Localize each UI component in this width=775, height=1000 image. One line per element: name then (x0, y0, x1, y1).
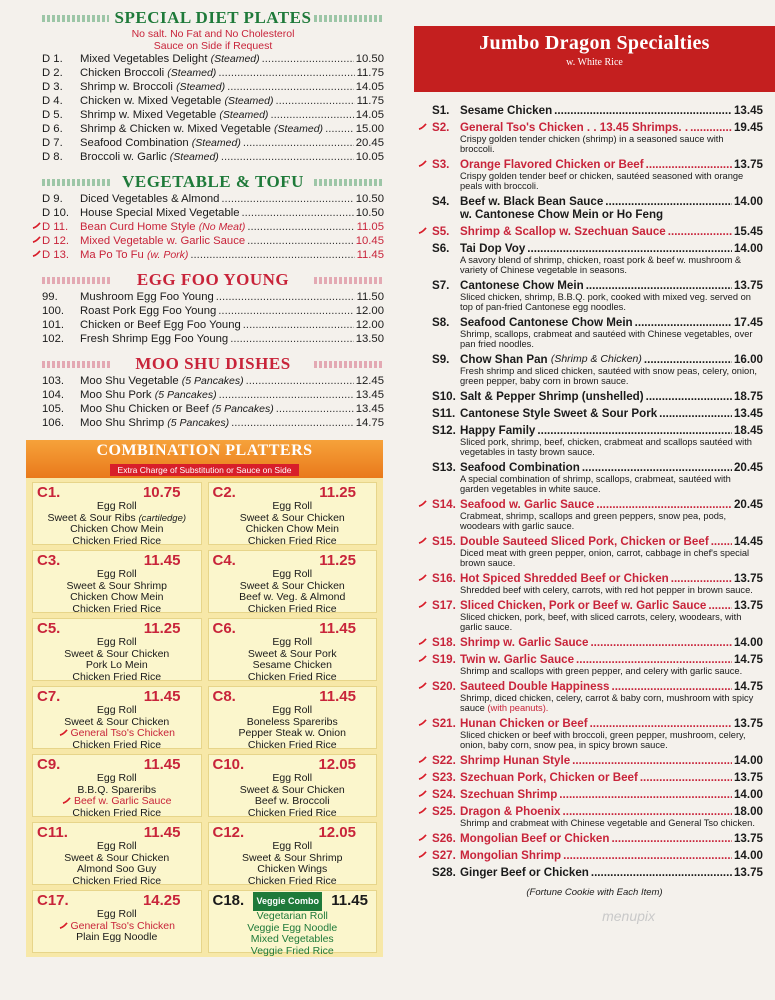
special-diet-note-2: Sauce on Side if Request (153, 40, 273, 52)
specialty-item[interactable]: S6. Tai Dop Voy ..... 14.00 A savory blend of shrimp, chicken, roast pork & beef w. mushroom & variety of Chinese vegetable in seasons. (432, 242, 763, 275)
veg-tofu-list (42, 192, 384, 262)
combo-box[interactable]: C8. 11.45 Egg Roll Boneless Spareribs Pepper Steak w. Onion Chicken Fried Rice (208, 686, 378, 749)
combo-box[interactable]: C3. 11.45 Egg Roll Sweet & Sour Shrimp Chicken Chow Mein Chicken Fried Rice (32, 550, 202, 613)
menu-item[interactable]: D 6. Shrimp & Chicken w. Mixed Vegetable (Steamed) ..... 15.00 (42, 122, 384, 136)
hot-pepper-icon (418, 655, 427, 662)
hot-pepper-icon (418, 719, 427, 726)
menu-item[interactable]: D 9. Diced Vegetables & Almond ..... 10.50 (42, 192, 384, 206)
hot-pepper-icon (32, 236, 41, 243)
hot-pepper-icon (418, 834, 427, 841)
hot-pepper-icon (62, 797, 71, 804)
veg-tofu-title: VEGETABLE & TOFU (42, 172, 384, 192)
veggie-combo-tag: Veggie Combo (253, 892, 322, 911)
hot-pepper-icon (418, 773, 427, 780)
hot-pepper-icon (418, 537, 427, 544)
menu-item[interactable]: D 1. Mixed Vegetables Delight (Steamed) ..... 10.50 (42, 52, 384, 66)
combo-box[interactable]: C11. 11.45 Egg Roll Sweet & Sour Chicken Almond Soo Guy Chicken Fried Rice (32, 822, 202, 885)
specialty-item[interactable]: S26. Mongolian Beef or Chicken ..... 13.75 (432, 832, 763, 845)
specialties-header (414, 26, 775, 92)
menu-item[interactable]: D 10. House Special Mixed Vegetable ..... 10.50 (42, 206, 384, 220)
menu-item[interactable]: 100. Roast Pork Egg Foo Young ..... 12.00 (42, 304, 384, 318)
combo-box-c18[interactable]: C18. Veggie Combo 11.45 Vegetarian Roll Veggie Egg Noodle Mixed Vegetables Veggie Fried Rice (208, 890, 378, 953)
combo-box-c17[interactable]: C17. 14.25 Egg Roll General Tso's Chicken Plain Egg Noodle (32, 890, 202, 953)
specialty-item[interactable]: S14. Seafood w. Garlic Sauce ..... 20.45 Crabmeat, shrimp, scallops and green peppers, snow pea, pods, woodears with garlic sauce. (432, 498, 763, 531)
combo-box[interactable]: C10. 12.05 Egg Roll Sweet & Sour Chicken Beef w. Broccoli Chicken Fried Rice (208, 754, 378, 817)
specialty-item[interactable]: S16. Hot Spiced Shredded Beef or Chicken ..... 13.75 Shredded beef with celery, carrots, with red hot pepper in brown sauce. (432, 572, 763, 595)
specialty-item[interactable]: S7. Cantonese Chow Mein ..... 13.75 Sliced chicken, shrimp, B.B.Q. pork, cooked with mixed veg. served on top of pan-fried Cantonese egg noodles. (432, 279, 763, 312)
combo-box[interactable]: C1. 10.75 Egg Roll Sweet & Sour Ribs (cartiledge) Chicken Chow Mein Chicken Fried Rice (32, 482, 202, 545)
special-diet-note-1: No salt. No Fat and No Cholesterol (131, 28, 295, 40)
menu-item-spicy[interactable]: D 13. Ma Po To Fu (w. Pork) ..... 11.45 (42, 248, 384, 262)
specialty-item[interactable]: S23. Szechuan Pork, Chicken or Beef ..... 13.75 (432, 771, 763, 784)
specialties-subtitle: w. White Rice (566, 57, 623, 68)
menu-item[interactable]: 99. Mushroom Egg Foo Young ..... 11.50 (42, 290, 384, 304)
specialties-list (414, 92, 775, 879)
specialty-item[interactable]: S25. Dragon & Phoenix ..... 18.00 Shrimp and crabmeat with Chinese vegetable and General Tso chicken. (432, 805, 763, 828)
menu-item[interactable]: 103. Moo Shu Vegetable (5 Pancakes) ..... 12.45 (42, 374, 384, 388)
specialty-item[interactable]: S17. Sliced Chicken, Pork or Beef w. Garlic Sauce ..... 13.75 Sliced chicken, pork, beef, with sliced carrots, celery, woodears, with garlic sauce. (432, 599, 763, 632)
hot-pepper-icon (418, 756, 427, 763)
hot-pepper-icon (418, 574, 427, 581)
menu-item[interactable]: 104. Moo Shu Pork (5 Pancakes) ..... 13.45 (42, 388, 384, 402)
menu-item[interactable]: D 8. Broccoli w. Garlic (Steamed) ..... 10.05 (42, 150, 384, 164)
hot-pepper-icon (418, 807, 427, 814)
specialty-item[interactable]: S4. Beef w. Black Bean Sauce ..... 14.00 w. Cantonese Chow Mein or Ho Feng (432, 195, 763, 221)
moo-shu-list (42, 374, 384, 430)
menu-item[interactable]: D 3. Shrimp w. Broccoli (Steamed) ..... 14.05 (42, 80, 384, 94)
specialty-item[interactable]: S3. Orange Flavored Chicken or Beef ..... 13.75 Crispy golden tender beef or chicken, sautéed seasoned with orange peals with broccoli. (432, 158, 763, 191)
menu-item-spicy[interactable]: D 12. Mixed Vegetable w. Garlic Sauce ..... 10.45 (42, 234, 384, 248)
egg-foo-young-title: EGG FOO YOUNG (42, 270, 384, 290)
menu-item[interactable]: D 4. Chicken w. Mixed Vegetable (Steamed) ..... 11.75 (42, 94, 384, 108)
hot-pepper-icon (59, 922, 68, 929)
specialty-item[interactable]: S27. Mongolian Shrimp ..... 14.00 (432, 849, 763, 862)
menu-item[interactable]: 106. Moo Shu Shrimp (5 Pancakes) ..... 14.75 (42, 416, 384, 430)
specialty-item[interactable]: S22. Shrimp Hunan Style ..... 14.00 (432, 754, 763, 767)
specialty-item[interactable]: S19. Twin w. Garlic Sauce ..... 14.75 Shrimp and scallops with green pepper, and celery with garlic sauce. (432, 653, 763, 676)
combo-box[interactable]: C12. 12.05 Egg Roll Sweet & Sour Shrimp Chicken Wings Chicken Fried Rice (208, 822, 378, 885)
hot-pepper-icon (418, 601, 427, 608)
hot-pepper-icon (418, 682, 427, 689)
specialty-item[interactable]: S18. Shrimp w. Garlic Sauce ..... 14.00 (432, 636, 763, 649)
hot-pepper-icon (418, 123, 427, 130)
hot-pepper-icon (418, 851, 427, 858)
combo-box[interactable]: C7. 11.45 Egg Roll Sweet & Sour Chicken General Tso's Chicken Chicken Fried Rice (32, 686, 202, 749)
combination-subtitle: Extra Charge of Substitution or Sauce on Side (110, 464, 300, 476)
combo-box[interactable]: C9. 11.45 Egg Roll B.B.Q. Spareribs Beef w. Garlic Sauce Chicken Fried Rice (32, 754, 202, 817)
combo-box[interactable]: C5. 11.25 Egg Roll Sweet & Sour Chicken Pork Lo Mein Chicken Fried Rice (32, 618, 202, 681)
combination-grid (26, 478, 383, 957)
specialty-item[interactable]: S12. Happy Family ..... 18.45 Sliced pork, shrimp, beef, chicken, crabmeat and scallops sautéed with vegetables in tasty brown sauce. (432, 424, 763, 457)
hot-pepper-icon (32, 222, 41, 229)
menu-item[interactable]: 101. Chicken or Beef Egg Foo Young ..... 12.00 (42, 318, 384, 332)
special-diet-list (42, 52, 384, 164)
menu-item-spicy[interactable]: D 11. Bean Curd Home Style (No Meat) ..... 11.05 (42, 220, 384, 234)
menu-item[interactable]: D 5. Shrimp w. Mixed Vegetable (Steamed) ..... 14.05 (42, 108, 384, 122)
menu-item[interactable]: 102. Fresh Shrimp Egg Foo Young ..... 13.50 (42, 332, 384, 346)
specialty-item[interactable]: S15. Double Sauteed Sliced Pork, Chicken or Beef ..... 14.45 Diced meat with green pepper, onion, carrot, cabbage in chef's special brown sauce. (432, 535, 763, 568)
specialty-item[interactable]: S24. Szechuan Shrimp ..... 14.00 (432, 788, 763, 801)
watermark: menupix (602, 908, 655, 924)
egg-foo-young-list (42, 290, 384, 346)
hot-pepper-icon (418, 227, 427, 234)
specialty-item[interactable]: S5. Shrimp & Scallop w. Szechuan Sauce ..... 15.45 (432, 225, 763, 238)
combination-title: COMBINATION PLATTERS (96, 442, 313, 459)
right-column (414, 0, 775, 1000)
menu-item[interactable]: 105. Moo Shu Chicken or Beef (5 Pancakes) ..... 13.45 (42, 402, 384, 416)
specialty-item[interactable]: S13. Seafood Combination ..... 20.45 A special combination of shrimp, scallops, crabmeat, sautéed with garden vegetables in white sauce. (432, 461, 763, 494)
special-diet-title: SPECIAL DIET PLATES (42, 8, 384, 28)
hot-pepper-icon (59, 729, 68, 736)
specialty-item[interactable]: S8. Seafood Cantonese Chow Mein ..... 17.45 Shrimp, scallops, crabmeat and sautéed with Chinese vegetables, over pan fried noodles. (432, 316, 763, 349)
fortune-cookie-note: (Fortune Cookie with Each Item) (526, 887, 663, 898)
specialty-item[interactable]: S28. Ginger Beef or Chicken ..... 13.75 (432, 866, 763, 879)
menu-item[interactable]: D 2. Chicken Broccoli (Steamed) ..... 11.75 (42, 66, 384, 80)
specialty-item[interactable]: S2. General Tso's Chicken . . 13.45 Shrimps. . ..... 19.45 Crispy golden tender chicken (shrimp) in a seasoned sauce with broccoli. (432, 121, 763, 154)
specialty-item[interactable]: S20. Sauteed Double Happiness ..... 14.75 Shrimp, diced chicken, celery, carrot & baby corn, mushroom with spicy sauce (with peanuts). (432, 680, 763, 713)
specialty-item[interactable]: S10. Salt & Pepper Shrimp (unshelled) ..... 18.75 (432, 390, 763, 403)
specialty-item[interactable]: S1. Sesame Chicken ..... 13.45 (432, 104, 763, 117)
hot-pepper-icon (418, 160, 427, 167)
specialty-item[interactable]: S9. Chow Shan Pan (Shrimp & Chicken) ..... 16.00 Fresh shrimp and sliced chicken, sautéed with snow peas, celery, onion, green pepper, baby corn in brown sauce. (432, 353, 763, 386)
specialty-item[interactable]: S11. Cantonese Style Sweet & Sour Pork ..... 13.45 (432, 407, 763, 420)
moo-shu-title: MOO SHU DISHES (42, 354, 384, 374)
combo-box[interactable]: C4. 11.25 Egg Roll Sweet & Sour Chicken Beef w. Veg. & Almond Chicken Fried Rice (208, 550, 378, 613)
combination-platters-header (26, 440, 383, 478)
combo-box[interactable]: C6. 11.45 Egg Roll Sweet & Sour Pork Sesame Chicken Chicken Fried Rice (208, 618, 378, 681)
hot-pepper-icon (418, 500, 427, 507)
hot-pepper-icon (418, 638, 427, 645)
hot-pepper-icon (32, 250, 41, 257)
combo-box[interactable]: C2. 11.25 Egg Roll Sweet & Sour Chicken Chicken Chow Mein Chicken Fried Rice (208, 482, 378, 545)
hot-pepper-icon (418, 790, 427, 797)
menu-item[interactable]: D 7. Seafood Combination (Steamed) ..... 20.45 (42, 136, 384, 150)
specialties-title: Jumbo Dragon Specialties (479, 32, 710, 54)
specialty-item[interactable]: S21. Hunan Chicken or Beef ..... 13.75 Sliced chicken or beef with broccoli, green pepper, mushroom, celery, onion, baby corn, snow pea, in spicy brown sauce. (432, 717, 763, 750)
